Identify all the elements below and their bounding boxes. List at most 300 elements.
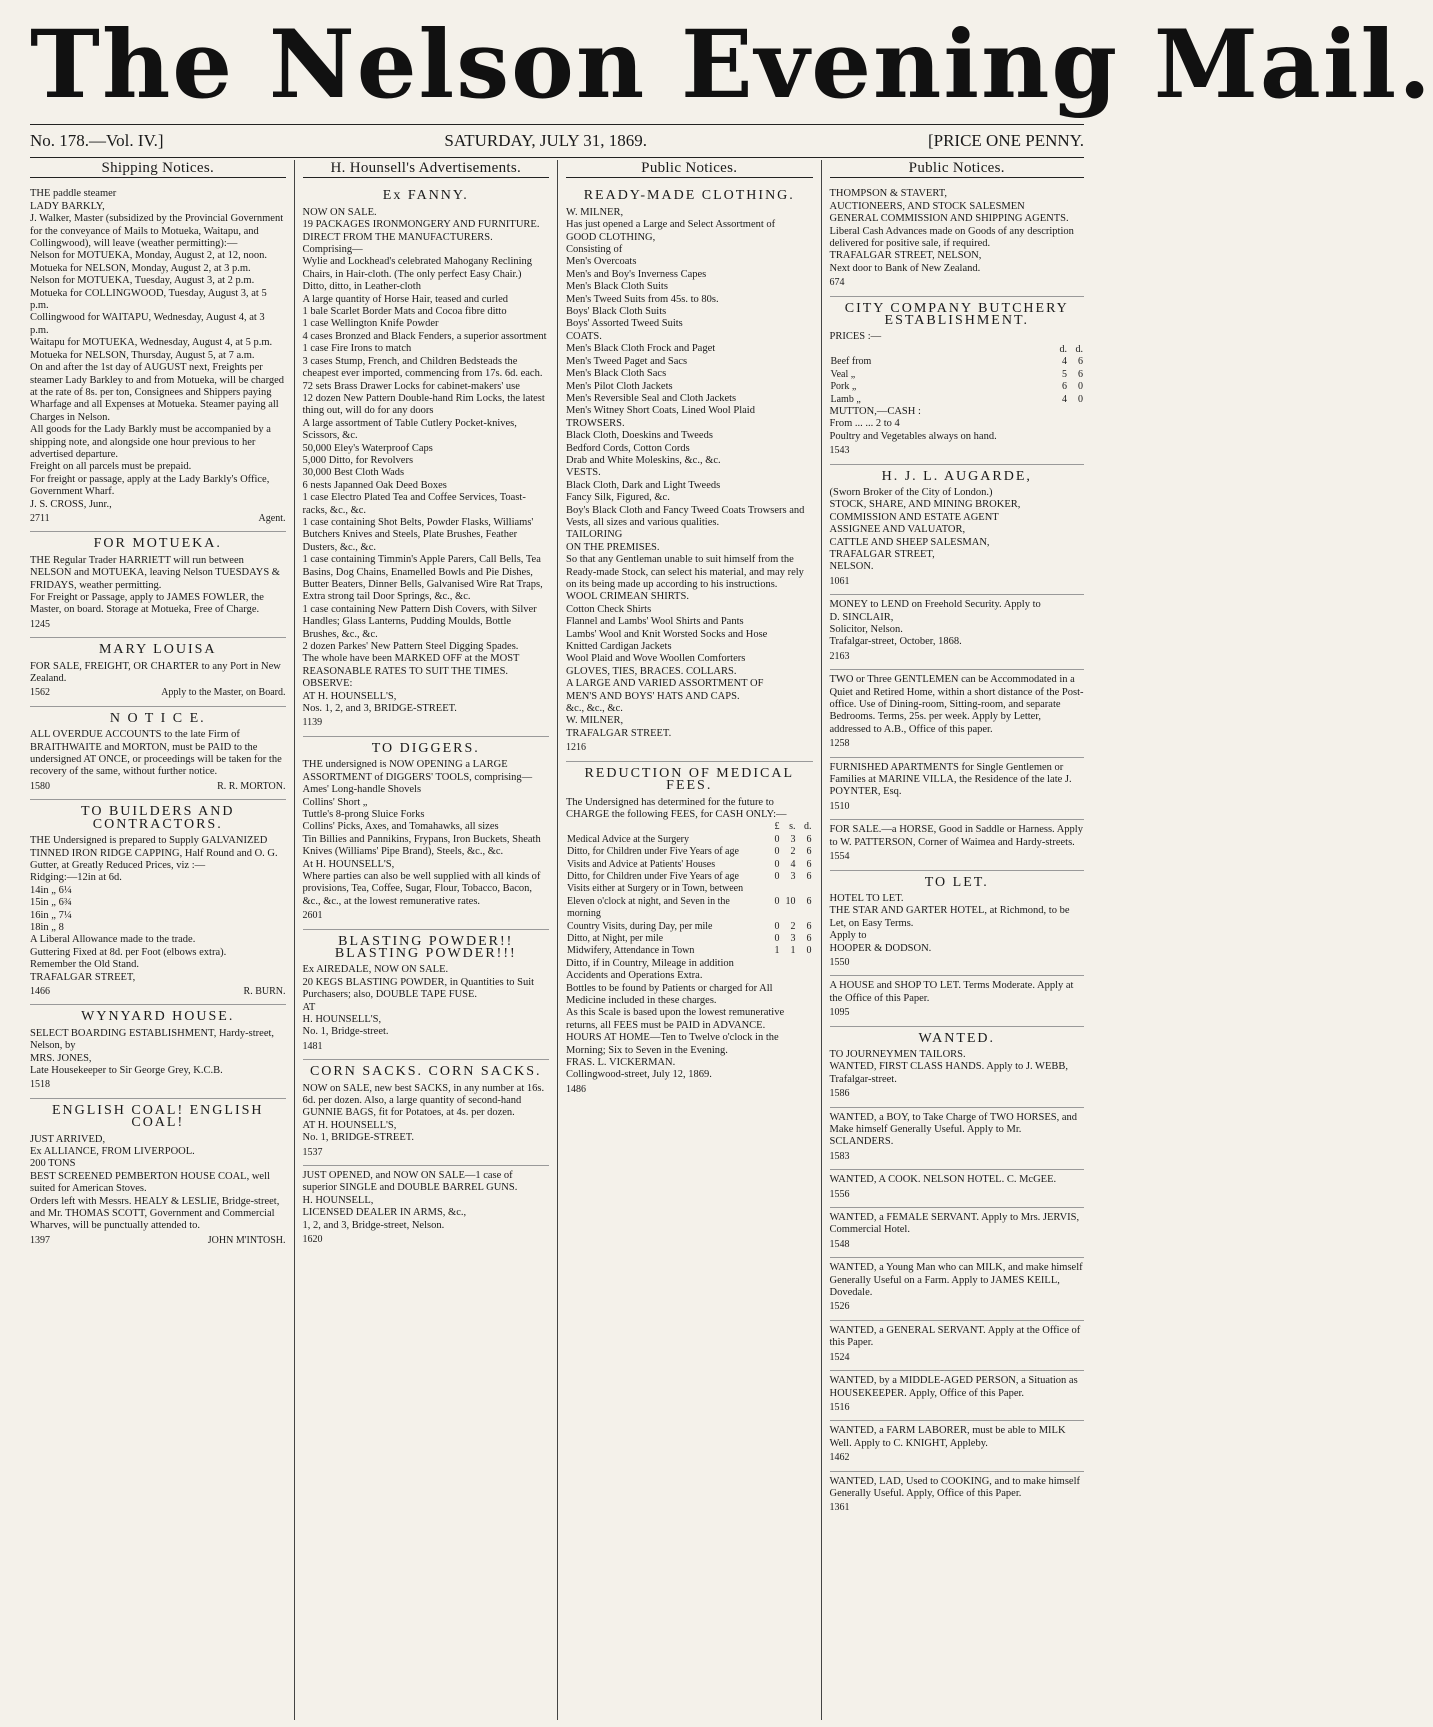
ad-reference — [830, 1352, 1085, 1364]
fee-item: Visits either at Surgery or in Town, between Eleven o'clock at night, and Seven in the morning — [567, 883, 744, 920]
ad-text-line: H. HOUNSELL, — [302, 1194, 374, 1206]
ad-text-line: H. HOUNSELL'S, — [302, 1014, 382, 1025]
ad-reference — [566, 742, 813, 754]
fee-amount: 3 — [790, 870, 796, 882]
ad-text-line: TRAFALGAR STREET, NELSON, — [829, 250, 982, 262]
ad-reference — [830, 1189, 1085, 1201]
advertisement — [30, 1005, 286, 1098]
ad-text-line: Guttering Fixed at 8d. per Foot (elbows extra). — [30, 946, 227, 958]
fee-row — [566, 945, 813, 957]
issue-price: [PRICE ONE PENNY. — [927, 131, 1084, 150]
ad-reference — [30, 687, 286, 699]
ad-text-line: Nos. 1, 2, and 3, BRIDGE-STREET. — [302, 703, 457, 715]
ad-text-line: Tin Billies and Pannikins, Frypans, Iron Buckets, Sheath Knives (Williams' Pipe Brand), Steels, &c., &c. — [302, 833, 541, 858]
ad-text-line: A LARGE AND VARIED ASSORTMENT OF — [566, 678, 764, 690]
ad-ref-number: 1518 — [30, 1079, 50, 1091]
ad-ref-number: 1466 — [30, 985, 50, 997]
price-item: Beef from — [830, 356, 872, 368]
ad-text-line: 50,000 Eley's Waterproof Caps — [302, 442, 433, 454]
ad-text-line: Men's Tweed Suits from 45s. to 80s. — [566, 293, 719, 305]
ad-text-line: Men's Pilot Cloth Jackets — [566, 380, 673, 392]
ad-reference — [303, 1147, 550, 1159]
butchery-price-table — [830, 344, 1085, 406]
ad-text-line: Men's Black Cloth Suits — [566, 281, 668, 293]
ad-text-line: THE paddle steamer — [30, 188, 117, 200]
ad-text-line: W. MILNER, — [566, 715, 624, 727]
ad-text-line: BEST SCREENED PEMBERTON HOUSE COAL, well suited for American Stoves. — [30, 1170, 270, 1195]
ad-text-line: COMMISSION AND ESTATE AGENT — [829, 511, 999, 523]
ad-title: N O T I C E. — [109, 710, 206, 726]
ad-text-line: Orders left with Messrs. HEALY & LESLIE, Bridge-street, and Mr. THOMAS SCOTT, Government and Commercial Wharves, will be punctually attended to. — [30, 1195, 280, 1232]
column-heading: Shipping Notices. — [30, 160, 286, 178]
ad-ref-number: 1245 — [30, 618, 50, 630]
fee-header-cell: £ — [774, 821, 780, 833]
fee-header-row — [566, 821, 813, 833]
ad-signature: Apply to the Master, on Board. — [161, 687, 286, 699]
ad-text-line: TWO or Three GENTLEMEN can be Accommodated in a Quiet and Retired Home, within a short distance of the Post-office. Use of Dining-room, Sitting-room, and separate Bedrooms. Terms, 25s. per week. Apply by Letter, addressed to A.B., Office of this paper. — [829, 674, 1084, 735]
advertisement — [30, 184, 286, 532]
ad-text-line: Fancy Silk, Figured, &c. — [566, 492, 670, 504]
ad-ref-number: 1586 — [829, 1088, 850, 1100]
ad-text-line: WANTED, A COOK. NELSON HOTEL. C. McGEE. — [829, 1174, 1057, 1186]
advertisement — [30, 638, 286, 707]
ad-text-line: 200 TONS — [30, 1158, 76, 1170]
ad-text-line: D. SINCLAIR, — [829, 611, 894, 623]
ad-reference — [30, 986, 286, 998]
ad-reference — [830, 576, 1085, 588]
ad-text-line: TRAFALGAR STREET, — [829, 548, 935, 560]
ad-text-line: CATTLE AND SHEEP SALESMAN, — [829, 536, 990, 548]
ad-text-line: Liberal Cash Advances made on Goods of any description delivered for positive sale, if required. — [829, 225, 1074, 250]
ad-text-line: On and after the 1st day of AUGUST next, Freights per steamer Lady Barkley to and from Motueka, will be charged at the rate of 8s. per ton, Consignees and Shippers paying Wharfage and all Expenses at Motueka. Steamer paying all Charges in Nelson. — [30, 362, 285, 423]
ad-text-line: Motueka for COLLINGWOOD, Tuesday, August 3, at 5 p.m. — [30, 287, 267, 312]
ad-text-line: Lambs' Wool and Knit Worsted Socks and Hose — [566, 628, 768, 640]
ad-reference — [830, 651, 1085, 663]
ad-text-line: For freight or passage, apply at the Lady Barkly's Office, Government Wharf. — [30, 473, 270, 498]
column-heading: Public Notices. — [566, 160, 813, 178]
ad-title: TO DIGGERS. — [371, 740, 480, 756]
advertisement — [830, 758, 1085, 821]
ad-text-line: Motueka for NELSON, Monday, August 2, at 3 p.m. — [30, 262, 251, 274]
column-public-notices-2 — [821, 160, 1085, 1720]
advertisement — [30, 707, 286, 800]
fee-table — [566, 821, 813, 957]
ad-text-line: GENERAL COMMISSION AND SHIPPING AGENTS. — [829, 213, 1069, 225]
ad-text-line: TO JOURNEYMEN TAILORS. — [829, 1048, 966, 1060]
ad-text-line: 1 case Fire Irons to match — [302, 343, 412, 355]
advertisement — [830, 1108, 1085, 1171]
price-from: 5 — [1062, 368, 1067, 380]
fee-row — [566, 846, 813, 858]
ad-text-line: No. 1, BRIDGE-STREET. — [302, 1132, 415, 1144]
ad-signature: JOHN M'INTOSH. — [207, 1234, 286, 1246]
fee-header-cell: s. — [789, 821, 796, 833]
ad-text-line: TROWSERS. — [566, 417, 625, 429]
ad-reference — [303, 1234, 550, 1246]
ad-text-line: W. MILNER, — [566, 206, 624, 218]
ad-text-line: OBSERVE: — [302, 678, 353, 690]
fee-amount: 6 — [806, 932, 812, 944]
column-heading: H. Hounsell's Advertisements. — [303, 160, 550, 178]
ad-ref-number: 1526 — [829, 1301, 850, 1313]
ad-text-line: THE STAR AND GARTER HOTEL, at Richmond, to be Let, on Easy Terms. — [829, 905, 1070, 929]
ad-text-line: A large assortment of Table Cutlery Pocket-knives, Scissors, &c. — [302, 417, 517, 442]
fee-item: Visits and Advice at Patients' Houses — [567, 858, 716, 870]
fee-amount: 3 — [790, 833, 796, 845]
advertisement — [830, 1421, 1085, 1471]
price-header-row — [830, 344, 1085, 356]
ad-title: REDUCTION OF MEDICAL FEES. — [584, 765, 795, 794]
ad-ref-number: 1554 — [829, 851, 850, 863]
ad-text-line: Remember the Old Stand. — [30, 959, 140, 971]
ad-text-line: Solicitor, Nelson. — [829, 624, 903, 635]
fee-amount: 6 — [806, 920, 812, 932]
ad-title: ENGLISH COAL! ENGLISH COAL! — [51, 1102, 264, 1131]
ad-ref-number: 1550 — [829, 956, 850, 968]
ad-text-line: 72 sets Brass Drawer Locks for cabinet-makers' use — [302, 380, 520, 392]
ad-text-line: 1 case containing New Pattern Dish Covers, with Silver Handles; Glass Lanterns, Pudding Moulds, Bottle Brushes, &c., &c. — [302, 603, 537, 640]
ad-text-line: Collins' Short „ — [302, 796, 368, 808]
ad-text-line: THE Undersigned is prepared to Supply GALVANIZED TINNED IRON RIDGE CAPPING, Half Round and O. G. Gutter, at Greatly Reduced Prices, viz :— — [30, 835, 278, 871]
fee-item: Ditto, at Night, per mile — [567, 932, 664, 944]
ad-title: Ex FANNY. — [382, 188, 469, 204]
ad-text-line: MUTTON,—CASH : — [829, 405, 921, 417]
fee-item: Ditto, for Children under Five Years of age — [567, 870, 739, 882]
ad-text-line: LADY BARKLY, — [30, 200, 105, 212]
fee-amount: 0 — [774, 858, 780, 870]
ad-text-line: 1 case containing Timmin's Apple Parers, Call Bells, Tea Basins, Dog Chains, Enamelled Bowls and Pie Dishes, Butter Beaters, Dinner Bells, Galvanised Wire Rat Traps, Extra strong tail Door Springs, &c., &c. — [302, 554, 543, 603]
newspaper-columns — [30, 160, 1084, 1720]
ad-text-line: 19 PACKAGES IRONMONGERY AND FURNITURE. — [302, 219, 540, 231]
ad-reference — [830, 801, 1085, 813]
ad-reference — [830, 1502, 1085, 1514]
ad-ref-number: 1537 — [302, 1146, 323, 1158]
ad-ref-number: 1397 — [30, 1234, 50, 1246]
ad-text-line: 16in „ 7¼ — [30, 909, 72, 921]
ad-text-line: Black Cloth, Doeskins and Tweeds — [566, 430, 713, 442]
ad-ref-number: 1543 — [829, 445, 850, 457]
ad-text-line: Ames' Long-handle Shovels — [302, 784, 422, 796]
ad-text-line: No. 1, Bridge-street. — [302, 1026, 389, 1038]
ad-text-line: Ridging:—12in at 6d. — [30, 872, 122, 884]
ad-text-line: FURNISHED APARTMENTS for Single Gentlemen or Families at MARINE VILLA, the Residence of the late J. POYNTER, Esq. — [829, 761, 1072, 798]
advertisement — [830, 1258, 1085, 1321]
ad-text-line: MONEY to LEND on Freehold Security. Apply to — [829, 599, 1041, 611]
ad-text-line: Wylie and Lockhead's celebrated Mahogany Reclining Chairs, in Hair-cloth. (The only perfect Easy Chair.) — [302, 256, 533, 280]
ad-text-line: 15in „ 6¾ — [30, 897, 72, 909]
ad-text-line: STOCK, SHARE, AND MINING BROKER, — [829, 499, 1021, 511]
ad-text-line: 1, 2, and 3, Bridge-street, Nelson. — [302, 1219, 445, 1231]
advertisement — [30, 532, 286, 638]
fee-item: Medical Advice at the Surgery — [567, 833, 690, 845]
ad-text-line: Men's and Boy's Inverness Capes — [566, 268, 707, 280]
ad-text-line: 14in „ 6¼ — [30, 884, 72, 896]
ad-text-line: 1 bale Scarlet Border Mats and Cocoa fibre ditto — [302, 306, 507, 318]
ad-text-line: Accidents and Operations Extra. — [566, 970, 703, 982]
ad-text-line: 4 cases Bronzed and Black Fenders, a superior assortment — [302, 330, 547, 342]
fee-row — [566, 921, 813, 933]
ad-text-line: GLOVES, TIES, BRACES. COLLARS. — [566, 665, 737, 677]
ad-text-line: From ... ... 2 to 4 — [829, 418, 900, 430]
ad-text-line: For Freight or Passage, apply to JAMES FOWLER, the Master, on board. Storage at Motueka, Free of Charge. — [30, 592, 264, 616]
ad-ref-number: 1486 — [566, 1083, 586, 1095]
ad-text-line: AT H. HOUNSELL'S, — [302, 690, 397, 702]
column-heading: Public Notices. — [830, 160, 1085, 178]
ad-ref-number: 1510 — [829, 800, 850, 812]
ad-text-line: Comprising— — [302, 244, 363, 256]
ad-text-line: Bedford Cords, Cotton Cords — [566, 442, 690, 454]
fee-amount: 2 — [790, 846, 796, 858]
fee-amount: 4 — [790, 858, 796, 870]
ad-ref-number: 1524 — [829, 1351, 850, 1363]
ad-text-line: JUST ARRIVED, — [30, 1133, 106, 1145]
column-shipping-notices — [30, 160, 294, 1720]
fee-amount: 0 — [774, 870, 780, 882]
ad-text-line: Men's Tweed Paget and Sacs — [566, 355, 688, 367]
ad-text-line: THOMPSON & STAVERT, — [829, 188, 947, 200]
ad-text-line: SELECT BOARDING ESTABLISHMENT, Hardy-street, Nelson, by — [30, 1027, 275, 1052]
ad-text-line: HOURS AT HOME—Ten to Twelve o'clock in the Morning; Six to Seven in the Evening. — [566, 1032, 779, 1056]
ad-text-line: 5,000 Ditto, for Revolvers — [302, 454, 414, 466]
ad-text-line: Apply to — [829, 930, 867, 942]
ad-ref-number: 1516 — [829, 1401, 850, 1413]
ad-title: BLASTING POWDER!! BLASTING POWDER!!! — [334, 933, 517, 961]
ad-text-line: Nelson for MOTUEKA, Monday, August 2, at 12, noon. — [30, 250, 268, 262]
ad-reference — [830, 1402, 1085, 1414]
ad-text-line: Motueka for NELSON, Thursday, August 5, at 7 a.m. — [30, 349, 255, 361]
ad-text-line: WANTED, a BOY, to Take Charge of TWO HORSES, and Make himself Generally Useful. Apply to Mr. SCLANDERS. — [829, 1111, 1078, 1148]
ad-text-line: HOTEL TO LET. — [829, 892, 904, 904]
advertisement — [566, 184, 813, 761]
ad-title: WYNYARD HOUSE. — [81, 1009, 235, 1025]
ad-text-line: Collins' Picks, Axes, and Tomahawks, all sizes — [302, 821, 499, 833]
advertisement — [830, 820, 1085, 870]
ad-ref-number: 1583 — [829, 1150, 850, 1162]
ad-text-line: Men's Black Cloth Sacs — [566, 368, 667, 380]
ad-reference — [303, 717, 550, 729]
fee-amount: 6 — [806, 895, 812, 907]
advertisement — [830, 1208, 1085, 1258]
ad-text-line: WOOL CRIMEAN SHIRTS. — [566, 591, 689, 603]
ad-ref-number: 1620 — [302, 1234, 323, 1246]
price-to: 6 — [1078, 356, 1083, 368]
ad-text-line: Ditto, if in Country, Mileage in addition — [566, 957, 734, 969]
ad-reference — [303, 910, 550, 922]
ad-ref-number: 2711 — [30, 512, 50, 524]
fee-amount: 6 — [806, 858, 812, 870]
ad-text-line: ON THE PREMISES. — [566, 541, 660, 553]
ad-text-line: Waitapu for MOTUEKA, Wednesday, August 4, at 5 p.m. — [30, 337, 273, 349]
advertisement — [303, 737, 550, 930]
ad-text-line: FOR SALE, FREIGHT, OR CHARTER to any Port in New Zealand. — [30, 660, 281, 685]
ad-text-line: TRAFALGAR STREET. — [566, 727, 672, 739]
ad-ref-number: 2163 — [829, 650, 850, 662]
ad-text-line: Nelson for MOTUEKA, Tuesday, August 3, at 2 p.m. — [30, 275, 255, 287]
dateline — [30, 128, 1084, 154]
ad-text-line: Cotton Check Shirts — [566, 603, 652, 615]
ad-text-line: 12 dozen New Pattern Double-hand Rim Locks, the latest thing out, will do for any doors — [302, 392, 545, 417]
ad-ref-number: 1095 — [829, 1007, 850, 1019]
ad-text-line: Wool Plaid and Wove Woollen Comforters — [566, 653, 746, 665]
price-to: 6 — [1078, 368, 1083, 380]
ad-text-line: LICENSED DEALER IN ARMS, &c., — [302, 1207, 467, 1219]
ad-title: READY-MADE CLOTHING. — [583, 188, 795, 204]
price-row — [830, 381, 1085, 393]
ad-text-line: 30,000 Best Cloth Wads — [302, 467, 405, 479]
price-from: 4 — [1062, 356, 1067, 368]
ad-text-line: 1 case Wellington Knife Powder — [302, 318, 439, 330]
fee-header-blank — [566, 821, 765, 833]
ad-text-line: Poultry and Vegetables always on hand. — [829, 430, 997, 442]
price-row — [830, 369, 1085, 381]
ad-text-line: &c., &c., &c. — [566, 703, 623, 715]
advertisement — [830, 297, 1085, 465]
ad-reference — [566, 1084, 813, 1096]
ad-text-line: AT — [302, 1001, 316, 1013]
ad-text-line: GOOD CLOTHING, — [566, 231, 656, 243]
ad-text-line: All goods for the Lady Barkly must be accompanied by a shipping note, and alongside one hour previous to her advertised departure. — [30, 424, 271, 460]
ad-reference — [830, 445, 1085, 457]
advertisement — [830, 1027, 1085, 1108]
ad-text-line: Collingwood for WAITAPU, Wednesday, August 4, at 3 p.m. — [30, 312, 265, 336]
ad-text-line: Men's Reversible Seal and Cloth Jackets — [566, 392, 737, 404]
ad-text-line: Late Housekeeper to Sir George Grey, K.C.B. — [30, 1065, 223, 1076]
ad-text-line: COATS. — [566, 330, 602, 342]
fee-row — [566, 834, 813, 846]
ad-reference — [30, 781, 286, 793]
ad-text-line: Ex AIREDALE, NOW ON SALE. — [302, 964, 449, 976]
fee-amount: 0 — [774, 932, 780, 944]
ad-ref-number: 2601 — [302, 910, 323, 922]
advertisement — [30, 1099, 286, 1253]
price-header-blank — [830, 344, 1053, 356]
ad-title: WANTED. — [918, 1030, 996, 1046]
ad-ref-number: 1258 — [829, 738, 850, 750]
fee-row — [566, 871, 813, 883]
advertisement — [830, 871, 1085, 977]
fee-amount: 10 — [785, 895, 796, 907]
ad-text-line: 1 case containing Shot Belts, Powder Flasks, Williams' Butchers Knives and Steels, Plate Brushes, Feather Dusters, &c., &c. — [302, 516, 534, 553]
advertisement — [830, 595, 1085, 670]
ad-text-line: Consisting of — [566, 244, 623, 256]
ad-text-line: As this Scale is based upon the lowest remunerative returns, all FEES must be PAID in ADVANCE. — [566, 1007, 785, 1031]
ad-reference — [30, 513, 286, 525]
ad-text-line: Men's Witney Short Coats, Lined Wool Plaid — [566, 405, 755, 417]
ad-text-line: Boy's Black Cloth and Fancy Tweed Coats Trowsers and Vests, all sizes and various qualities. — [566, 504, 805, 528]
masthead-title: The Nelson Evening Mail. — [30, 10, 1433, 120]
ad-reference — [830, 1151, 1085, 1163]
price-header-cell: d. — [1075, 343, 1083, 355]
ad-text-line: (Sworn Broker of the City of London.) — [829, 486, 993, 498]
ad-text-line: 3 cases Stump, French, and Children Bedsteads the cheapest ever imported, commencing from 17s. 6d. each. — [302, 355, 543, 380]
ad-title: CITY COMPANY BUTCHERY ESTABLISHMENT. — [844, 300, 1069, 329]
dateline-rule — [30, 157, 1084, 158]
ad-text-line: Has just opened a Large and Select Assortment of — [566, 219, 776, 231]
advertisement — [566, 762, 813, 1103]
ad-text-line: The whole have been MARKED OFF at the MOST REASONABLE RATES TO SUIT THE TIMES. — [302, 653, 520, 677]
ad-text-line: A HOUSE and SHOP TO LET. Terms Moderate. Apply at the Office of this Paper. — [829, 980, 1074, 1004]
fee-item: Ditto, for Children under Five Years of age — [567, 846, 739, 858]
ad-text-line: A large quantity of Horse Hair, teased and curled — [302, 293, 509, 305]
ad-text-line: Bottles to be found by Patients or charged for All Medicine included in these charges. — [566, 982, 773, 1006]
fee-amount: 0 — [774, 846, 780, 858]
ad-reference — [303, 1041, 550, 1053]
ad-text-line: Tuttle's 8-prong Sluice Forks — [302, 808, 425, 820]
ad-ref-number: 1562 — [30, 687, 50, 699]
ad-text-line: Collingwood-street, July 12, 1869. — [566, 1069, 712, 1081]
ad-reference — [830, 277, 1085, 289]
ad-text-line: WANTED, a FARM LABORER, must be able to MILK Well. Apply to C. KNIGHT, Appleby. — [829, 1425, 1066, 1449]
ad-reference — [30, 1235, 286, 1247]
ad-reference — [830, 1007, 1085, 1019]
ad-ref-number: 1556 — [829, 1188, 850, 1200]
advertisement — [830, 1170, 1085, 1208]
ad-title: MARY LOUISA — [98, 642, 217, 658]
ad-text-line: 18in „ 8 — [30, 921, 64, 933]
price-header-cell: d. — [1059, 343, 1067, 355]
price-item: Lamb „ — [830, 393, 861, 405]
ad-ref-number: 1361 — [829, 1502, 850, 1514]
price-to: 0 — [1078, 393, 1083, 405]
ad-text-line: ALL OVERDUE ACCOUNTS to the late Firm of BRAITHWAITE and MORTON, must be PAID to the undersigned AT ONCE, or proceedings will be taken for the recovery of the same, without further notice. — [30, 729, 282, 778]
advertisement — [830, 1472, 1085, 1521]
ad-text-line: So that any Gentleman unable to suit himself from the Ready-made Stock, can select his material, and may rely on its being made up according to his instructions. — [566, 554, 804, 590]
ad-text-line: DIRECT FROM THE MANUFACTURERS. — [302, 231, 493, 243]
advertisement — [303, 1166, 550, 1252]
column-public-notices-1 — [557, 160, 821, 1720]
ad-text-line: 20 KEGS BLASTING POWDER, in Quantities to Suit Purchasers; also, DOUBLE TAPE FUSE. — [302, 976, 535, 1001]
ad-text-line: NOW on SALE, new best SACKS, in any number at 16s. 6d. per dozen. Also, a large quantity of second-hand GUNNIE BAGS, fit for Potatoes, at 4s. per dozen. — [302, 1082, 545, 1119]
ad-text-line: The Undersigned has determined for the future to CHARGE the following FEES, for CASH ONLY:— — [566, 796, 787, 820]
price-row — [830, 356, 1085, 368]
ad-text-line: Trafalgar-street, October, 1868. — [829, 636, 962, 648]
advertisement — [830, 184, 1085, 296]
ad-reference — [830, 851, 1085, 863]
ad-text-line: ASSIGNEE AND VALUATOR, — [829, 524, 966, 536]
fee-amount: 3 — [790, 932, 796, 944]
ad-text-line: WANTED, a FEMALE SERVANT. Apply to Mrs. JERVIS, Commercial Hotel. — [829, 1212, 1080, 1236]
ad-text-line: Ditto, ditto, in Leather-cloth — [302, 281, 421, 293]
ad-text-line: Men's Overcoats — [566, 256, 637, 268]
ad-title: CORN SACKS. CORN SACKS. — [309, 1064, 542, 1080]
ad-text-line: MRS. JONES, — [30, 1052, 92, 1064]
fee-item: Midwifery, Attendance in Town — [567, 945, 695, 957]
ad-text-line: AT H. HOUNSELL'S, — [302, 1119, 397, 1131]
ad-reference — [830, 957, 1085, 969]
ad-ref-number: 1216 — [566, 742, 586, 754]
price-row — [830, 394, 1085, 406]
ad-reference — [30, 619, 286, 631]
ad-ref-number: 1481 — [302, 1040, 323, 1052]
fee-header-cell: d. — [804, 821, 812, 833]
ad-text-line: Freight on all parcels must be prepaid. — [30, 461, 192, 473]
column-hounsell-advertisements — [294, 160, 558, 1720]
fee-row — [566, 933, 813, 945]
ad-text-line: VESTS. — [566, 467, 601, 479]
ad-text-line: THE Regular Trader HARRIETT will run between NELSON and MOTUEKA, leaving Nelson TUESDAYS & FRIDAYS, weather permitting. — [30, 554, 280, 591]
ad-text-line: TRAFALGAR STREET, — [30, 971, 136, 983]
ad-ref-number: 1139 — [302, 717, 323, 729]
ad-text-line: MEN'S AND BOYS' HATS AND CAPS. — [566, 690, 740, 702]
ad-title: TO LET. — [924, 874, 989, 890]
advertisement — [830, 1371, 1085, 1421]
price-item: Pork „ — [830, 381, 857, 393]
ad-text-line: Where parties can also be well supplied with all kinds of provisions, Tea, Coffee, Sugar, Flour, Tobacco, Bacon, &c., &c., at the lowest remunerative rates. — [302, 870, 541, 907]
advertisement — [830, 1321, 1085, 1371]
fee-amount: 0 — [774, 920, 780, 932]
fee-amount: 1 — [774, 945, 780, 957]
fee-row — [566, 883, 813, 920]
